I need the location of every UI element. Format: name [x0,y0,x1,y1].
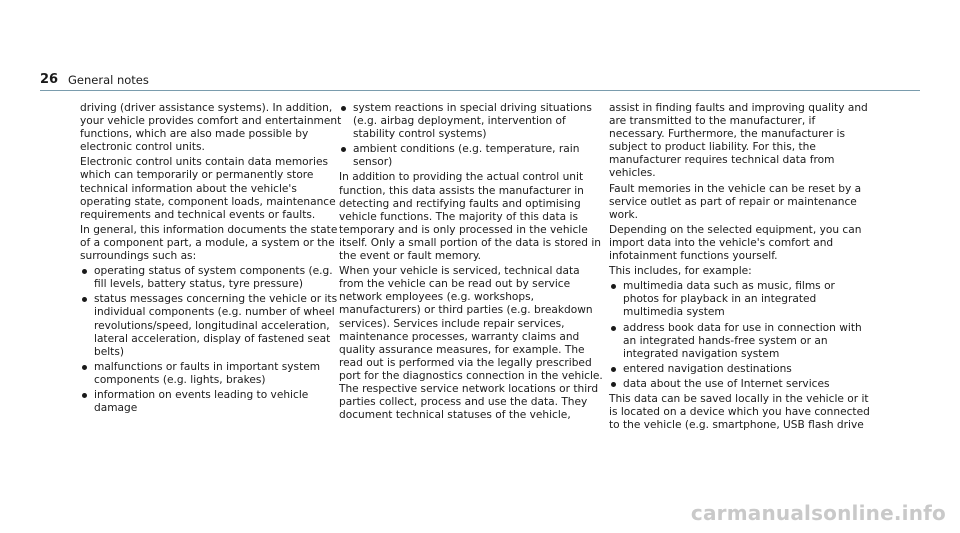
paragraph: In addition to providing the actual control unit function, this data assists the manufacturer in detecting and rectifying faults and optimising vehicle functions. The majority of this data is temporary and is only processed in the vehicle itself. Only a small portion of the data is stored in the event or fault memory. [339,171,602,263]
page-header [40,70,920,91]
text-column-1 [80,102,344,417]
list-item: address book data for use in connection with an integrated hands-free system or an integrated navigation system [609,322,873,361]
paragraph: assist in finding faults and improving quality and are transmitted to the manufacturer, if necessary. Furthermore, the manufacturer is subject to product liability. For this, the manufacturer requires technical data from vehicles. [609,102,868,180]
bullet-list [80,265,344,415]
list-item: multimedia data such as music, films or photos for playback in an integrated multimedia system [609,280,873,319]
paragraph: This data can be saved locally in the vehicle or it is located on a device which you have connected to the vehicle (e.g. smartphone, USB flash drive [609,392,870,432]
paragraph: Electronic control units contain data memories which can temporarily or permanently store technical information about the vehicle's operating state, component loads, maintenance requirements and technical events or faults. [80,156,336,221]
text-column-2 [339,102,603,424]
list-item: malfunctions or faults in important system components (e.g. lights, brakes) [80,361,344,387]
list-item: system reactions in special driving situations (e.g. airbag deployment, intervention of stability control systems) [339,102,603,141]
paragraph: Depending on the selected equipment, you can import data into the vehicle's comfort and infotainment functions yourself. [609,223,862,263]
list-item: status messages concerning the vehicle or its individual components (e.g. number of wheel revolutions/speed, longitudinal acceleration, lateral acceleration, display of fastened seat belts) [80,293,344,358]
list-item: information on events leading to vehicle damage [80,389,344,415]
paragraph: driving (driver assistance systems). In addition, your vehicle provides comfort and entertainment functions, which are also made possible by electronic control units. [80,102,342,154]
paragraph: This includes, for example: [609,265,752,278]
page-number: 26 [40,72,59,87]
bullet-list [339,102,603,169]
bullet-list [609,280,873,391]
list-item: data about the use of Internet services [609,378,873,391]
section-title: General notes [68,73,149,87]
paragraph: When your vehicle is serviced, technical data from the vehicle can be read out by service network employees (e.g. workshops, manufacturers) or third parties (e.g. breakdown services). Services include repair services, maintenance processes, warranty claims and quality assurance measures, for example. The read out is performed via the legally prescribed port for the diagnostics connection in the vehicle. The respective service network locations or third parties collect, process and use the data. They document technical statuses of the vehicle, [339,265,603,422]
paragraph: In general, this information documents the state of a component part, a module, a system or the surroundings such as: [80,223,338,263]
watermark: carmanualsonline.info [690,501,946,525]
list-item: operating status of system components (e.g. fill levels, battery status, tyre pressure) [80,265,344,291]
text-column-3 [609,102,873,434]
paragraph: Fault memories in the vehicle can be reset by a service outlet as part of repair or maintenance work. [609,182,862,221]
list-item: entered navigation destinations [609,363,873,376]
list-item: ambient conditions (e.g. temperature, rain sensor) [339,143,603,169]
